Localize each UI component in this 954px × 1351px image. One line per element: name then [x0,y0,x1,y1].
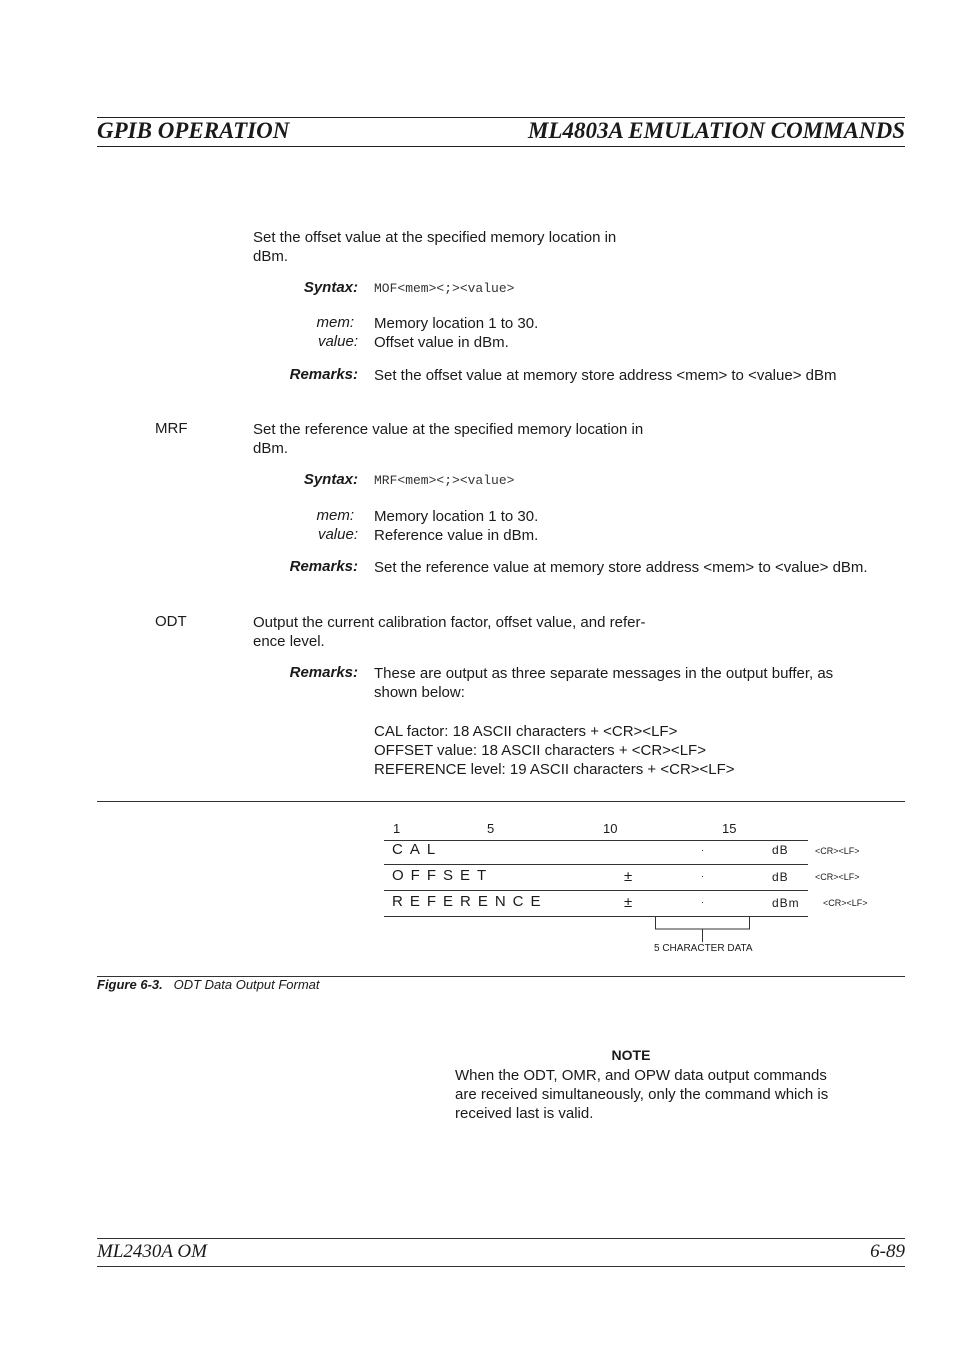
note-line: received last is valid. [455,1105,594,1122]
format-terminator: <CR><LF> [815,872,860,882]
format-decimal-point: · [701,871,704,881]
figure-caption [97,977,320,992]
column-number: 15 [722,821,737,836]
format-unit: dBm [772,896,800,910]
odt-remarks [374,664,833,779]
mof-remarks-label: Remarks: [289,366,358,383]
format-decimal-point: · [701,845,704,855]
footer-page-number: 6-89 [870,1241,905,1262]
odt-description-line: Output the current calibration factor, offset value, and refer- [253,614,646,631]
data-bracket [654,916,754,944]
odt-output-item: REFERENCE level: 19 ASCII characters + <CR><LF> [374,761,735,778]
odt-command: ODT [155,613,187,630]
odt-description-line: ence level. [253,633,325,650]
odt-output-item: OFFSET value: 18 ASCII characters + <CR><LF> [374,742,706,759]
figure-row-rule [384,890,808,891]
mrf-description-line: dBm. [253,440,289,457]
caption-number: Figure 6-3. [97,977,163,992]
mof-syntax-label: Syntax: [303,279,358,296]
format-row-label: CAL [392,841,443,858]
note-title: NOTE [611,1047,651,1063]
column-number: 10 [603,821,618,836]
column-number: 1 [393,821,401,836]
mof-param-desc: Offset value in dBm. [374,334,509,351]
format-decimal-point: · [701,897,704,907]
mof-syntax: MOF<mem><;><value> [374,281,515,296]
mof-param-name: mem: [316,314,354,331]
odt-remarks-line: shown below: [374,684,465,701]
note-line: When the ODT, OMR, and OPW data output commands [455,1067,827,1084]
note-line: are received simultaneously, only the command which is [455,1086,829,1103]
mrf-remarks-label: Remarks: [289,558,358,575]
figure-top-rule [97,801,905,802]
bracket-label: 5 CHARACTER DATA [654,943,753,954]
mrf-param-desc: Memory location 1 to 30. [374,508,539,525]
mrf-param-name: mem: [316,507,354,524]
format-row-label: OFFSET [392,867,494,884]
figure-row-rule [384,840,808,841]
footer-manual-name: ML2430A OM [97,1241,207,1262]
column-number: 5 [487,821,495,836]
format-terminator: <CR><LF> [815,846,860,856]
odt-description [253,613,645,651]
odt-remarks-line: These are output as three separate messages in the output buffer, as [374,665,834,682]
header-bottom-rule [97,146,905,147]
mrf-description [253,420,643,458]
mrf-command: MRF [155,420,188,437]
mrf-param-name: value: [317,526,358,543]
mrf-syntax: MRF<mem><;><value> [374,473,515,488]
mrf-description-line: Set the reference value at the specified memory location in [253,421,644,438]
header-chapter-title: ML4803A EMULATION COMMANDS [527,118,905,143]
mof-description-line: Set the offset value at the specified memory location in [253,229,617,246]
mof-remarks: Set the offset value at memory store address <mem> to <value> dBm [374,367,837,384]
figure-row-rule [384,864,808,865]
format-terminator: <CR><LF> [823,898,868,908]
header-section-title: GPIB OPERATION [97,118,290,143]
odt-remarks-label: Remarks: [289,664,358,681]
mrf-param-desc: Reference value in dBm. [374,527,539,544]
format-row-label: REFERENCE [392,893,548,910]
mof-param-desc: Memory location 1 to 30. [374,315,539,332]
format-unit: dB [772,843,789,857]
mof-param-name: value: [317,333,358,350]
mrf-syntax-label: Syntax: [303,471,358,488]
format-unit: dB [772,870,789,884]
footer-top-rule [97,1238,905,1239]
note-body [455,1066,828,1123]
mof-description [253,228,616,266]
format-sign: ± [624,868,633,885]
format-sign: ± [624,894,633,911]
odt-output-item: CAL factor: 18 ASCII characters + <CR><LF> [374,723,678,740]
caption-text: ODT Data Output Format [173,977,320,992]
mrf-remarks: Set the reference value at memory store address <mem> to <value> dBm. [374,559,868,576]
mof-description-line: dBm. [253,248,289,265]
footer-bottom-rule [97,1266,905,1267]
